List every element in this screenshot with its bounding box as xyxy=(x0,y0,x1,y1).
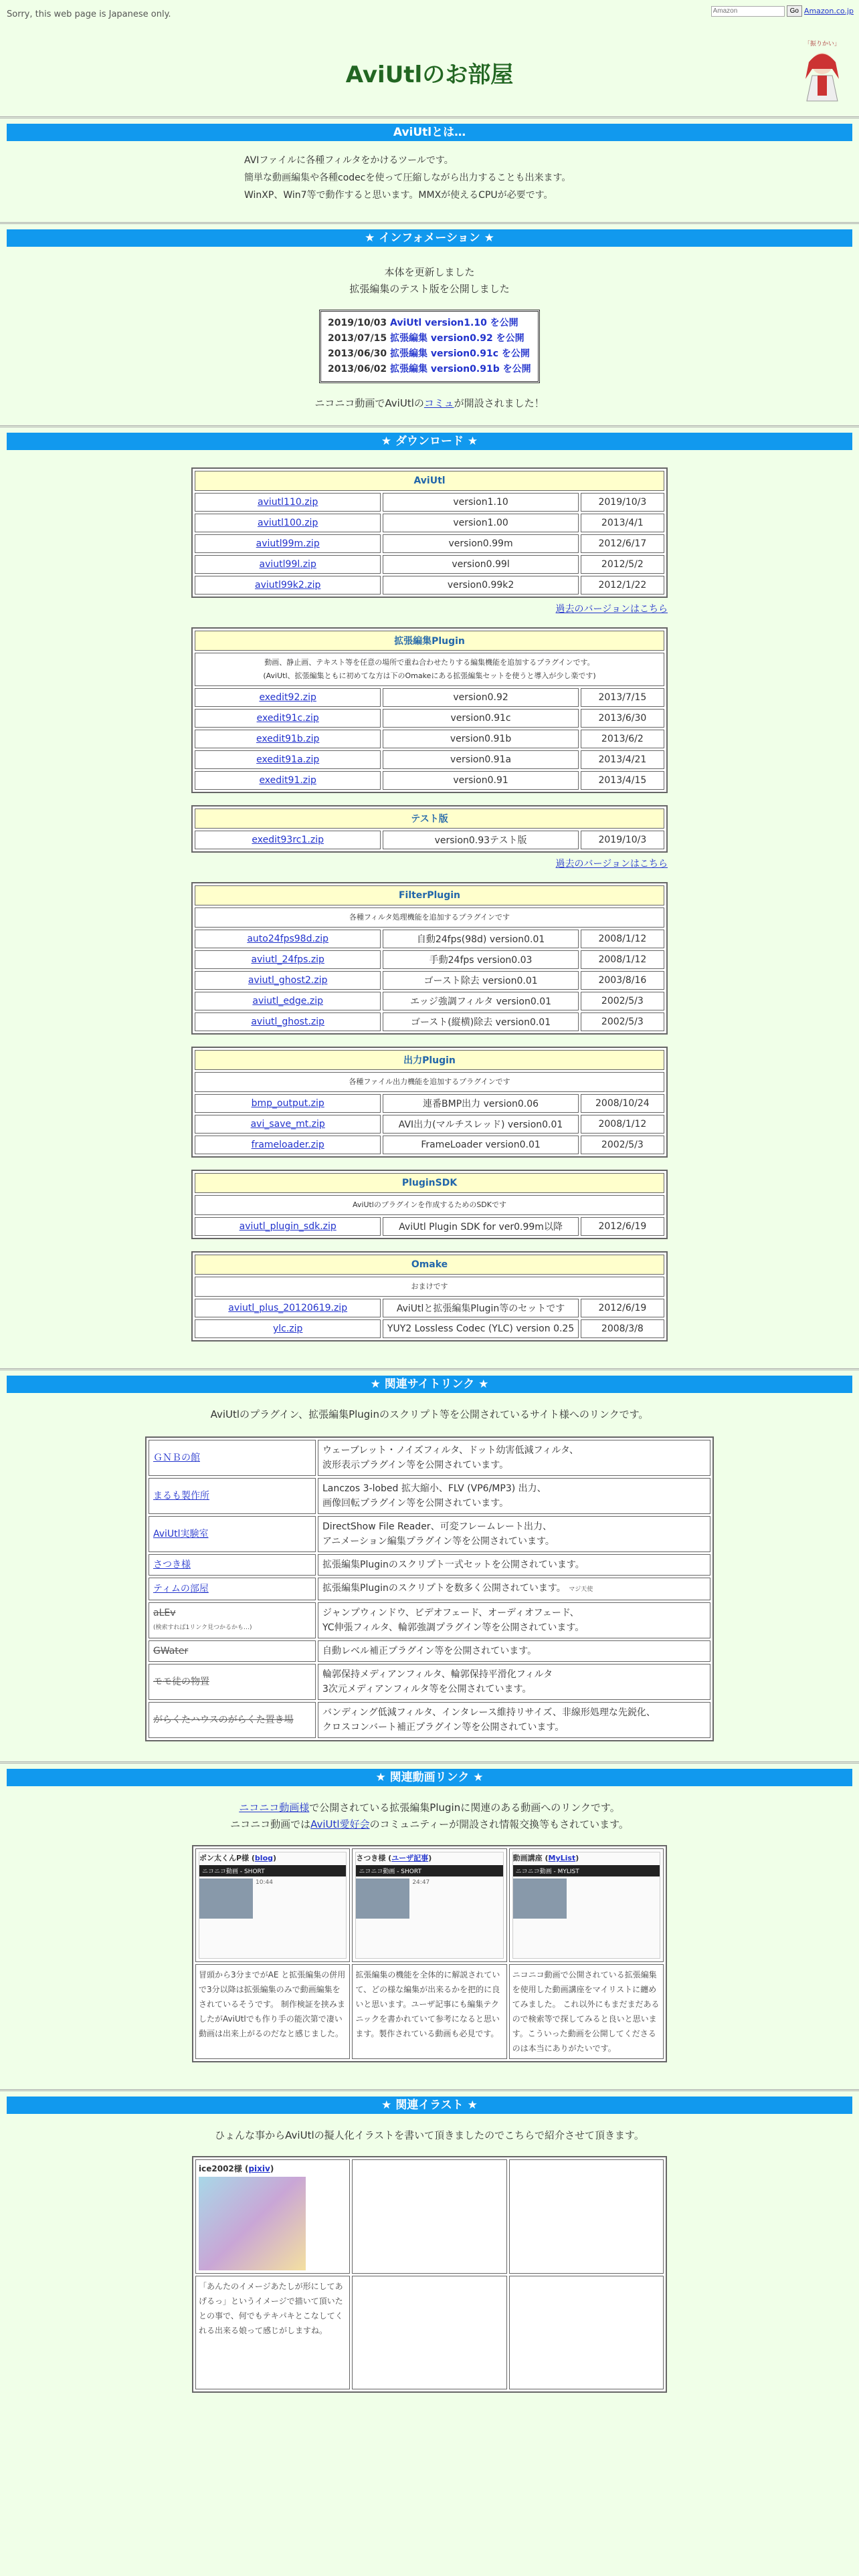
table-row: exedit93rc1.zip version0.93テスト版 2019/10/3 xyxy=(195,831,664,849)
download-link[interactable]: aviutl_edge.zip xyxy=(252,996,323,1006)
site-link[interactable]: ＧＮＢの館 xyxy=(153,1453,200,1463)
news-item: 2013/06/30 拡張編集 version0.91c を公開 xyxy=(328,348,530,359)
table-row: aviutl100.zip version1.00 2013/4/1 xyxy=(195,514,664,532)
table-row: bmp_output.zip 連番BMP出力 version0.06 2008/10/24 xyxy=(195,1094,664,1113)
download-link[interactable]: exedit91.zip xyxy=(259,775,316,786)
table-row: exedit91a.zip version0.91a 2013/4/21 xyxy=(195,750,664,769)
nico-community-link[interactable]: コミュ xyxy=(423,397,454,409)
table-row: aviutl_edge.zip エッジ強調フィルタ version0.01 2002/5/3 xyxy=(195,992,664,1010)
table-row: exedit91b.zip version0.91b 2013/6/2 xyxy=(195,730,664,748)
amazon-search xyxy=(711,5,854,17)
download-table-omake xyxy=(191,1251,668,1341)
download-link[interactable]: exedit91c.zip xyxy=(256,713,319,724)
nico-community-text: ニコニコ動画でAviUtlのコミュが開設されました！ xyxy=(314,397,545,409)
illust-image[interactable] xyxy=(199,2177,306,2270)
download-link[interactable]: aviutl99l.zip xyxy=(259,559,316,570)
site-link[interactable]: モモ徒の物置 xyxy=(153,1677,209,1687)
site-link[interactable]: AviUtl実験室 xyxy=(153,1529,209,1539)
table-row: aviutl110.zip version1.10 2019/10/3 xyxy=(195,493,664,512)
video-embed[interactable]: ポン太くんP様 (blog) ニコニコ動画 - SHORT 10:44 xyxy=(199,1852,347,1959)
download-link[interactable]: aviutl99m.zip xyxy=(256,538,320,549)
download-link[interactable]: aviutl99k2.zip xyxy=(254,580,321,591)
download-link[interactable]: aviutl100.zip xyxy=(258,518,318,528)
download-link[interactable]: exedit92.zip xyxy=(259,692,316,703)
table-row: aviutl_plugin_sdk.zip AviUtl Plugin SDK for ver0.99m以降 2012/6/19 xyxy=(195,1217,664,1236)
table-row: AviUtl実験室 DirectShow File Reader、可変フレームレート出力、 アニメーション編集プラグイン等を公開されています。 xyxy=(149,1516,710,1552)
illust-empty-cell xyxy=(352,2276,506,2389)
news-box xyxy=(319,310,540,383)
download-link[interactable]: aviutl_plus_20120619.zip xyxy=(228,1303,348,1313)
table-row: ylc.zip YUY2 Lossless Codec (YLC) version 0.25 2008/3/8 xyxy=(195,1319,664,1338)
download-link[interactable]: exedit91a.zip xyxy=(256,754,320,765)
table-row: がらくたハウスのがらくた置き場 バンディング低減フィルタ、インタレース維持リサイズ、非線形処理な先鋭化、 クロスコンバート補正プラグイン等を公開されています。 xyxy=(149,1702,710,1738)
download-table-title: Omake xyxy=(195,1255,664,1275)
about-text: AVIファイルに各種フィルタをかけるツールです。 簡単な動画編集や各種codecを使って圧縮しながら出力することも出来ます。 WinXP、Win7等で動作すると思います。MMXが使えるCPUが必要です。 xyxy=(244,155,571,201)
amazon-link[interactable]: Amazon.co.jp xyxy=(803,7,854,15)
download-link[interactable]: aviutl_ghost2.zip xyxy=(248,975,328,986)
section-about: AviUtlとは… xyxy=(7,124,852,141)
video-desc: ニコニコ動画で公開されている拡張編集を使用した動画講座をマイリストに纏めてみました。 これ以外にもまだまだあるので検索等で探してみると良いと思います。こういった動画を公開してくださるのは本当にありがたいです。 xyxy=(509,1964,664,2059)
table-row: exedit92.zip version0.92 2013/7/15 xyxy=(195,688,664,707)
news-item: 2013/07/15 拡張編集 version0.92 を公開 xyxy=(328,333,524,344)
download-table-test xyxy=(191,805,668,853)
illust-empty-cell xyxy=(509,2159,664,2274)
illust-empty-cell xyxy=(509,2276,664,2389)
download-link[interactable]: exedit91b.zip xyxy=(256,734,320,744)
download-table-filter xyxy=(191,882,668,1035)
illust-intro: ひょんな事からAviUtlの擬人化イラストを書いて頂きましたのでこちらで紹介させて頂きます。 xyxy=(215,2129,644,2141)
download-table-exedit xyxy=(191,627,668,793)
table-row: exedit91.zip version0.91 2013/4/15 xyxy=(195,771,664,790)
mascot-caption: 「振りかい」 xyxy=(803,41,840,47)
site-link[interactable]: GWater xyxy=(153,1646,189,1656)
download-link[interactable]: avi_save_mt.zip xyxy=(250,1119,325,1130)
table-row: avi_save_mt.zip AVI出力(マルチスレッド) version0.01 2008/1/12 xyxy=(195,1115,664,1134)
aviutl-club-link[interactable]: AviUtl愛好会 xyxy=(310,1818,370,1830)
site-link[interactable]: さつき様 xyxy=(153,1560,191,1570)
table-row: aviutl_ghost2.zip ゴースト除去 version0.01 2003/8/16 xyxy=(195,971,664,990)
top-bar xyxy=(0,0,859,29)
download-link[interactable]: bmp_output.zip xyxy=(251,1098,324,1109)
pixiv-link[interactable]: pixiv xyxy=(248,2164,270,2173)
download-table-output xyxy=(191,1047,668,1158)
download-table-desc: AviUtlのプラグインを作成するためのSDKです xyxy=(195,1195,664,1215)
site-link[interactable]: まるも製作所 xyxy=(153,1491,209,1501)
table-row: aLEv (検索すれば1リンク見つかるかも…) ジャンプウィンドウ、ビデオフェード、オーディオフェード、 YC伸張フィルタ、輪郭強調プラグイン等を公開されています。 xyxy=(149,1602,710,1638)
download-table-desc: 動画、静止画、テキスト等を任意の場所で重ね合わせたりする編集機能を追加するプラグインです。 (AviUtl、拡張編集ともに初めてな方は下のOmakeにある拡張編集セットを使うと導入が少し楽です) xyxy=(195,653,664,686)
table-row: モモ徒の物置 輪郭保持メディアンフィルタ、輪郭保持平滑化フィルタ 3次元メディアンフィルタ等を公開されています。 xyxy=(149,1664,710,1700)
download-table-sdk xyxy=(191,1170,668,1239)
news-item: 2013/06/02 拡張編集 version0.91b を公開 xyxy=(328,364,531,374)
links-intro: AviUtlのプラグイン、拡張編集Pluginのスクリプト等を公開されているサイト様へのリンクです。 xyxy=(210,1408,649,1420)
table-row: aviutl_plus_20120619.zip AviUtlと拡張編集Plugin等のセットです 2012/6/19 xyxy=(195,1299,664,1317)
video-embed[interactable]: 動画講座 (MyList) ニコニコ動画 - MYLIST xyxy=(512,1852,660,1959)
page-title: AviUtlのお部屋 xyxy=(345,62,514,88)
download-table-title: 出力Plugin xyxy=(195,1050,664,1070)
download-table-aviutl xyxy=(191,467,668,598)
table-row: exedit91c.zip version0.91c 2013/6/30 xyxy=(195,709,664,728)
section-download: ★ ダウンロード ★ xyxy=(7,433,852,450)
download-table-title: FilterPlugin xyxy=(195,885,664,905)
download-link[interactable]: exedit93rc1.zip xyxy=(252,835,324,845)
video-desc: 拡張編集の機能を全体的に解説されていて、どの様な編集が出来るかを把的に良いと思います。ユーザ記事にも編集テクニックを書かれていて参考になると思います。製作されている動画も必見です。 xyxy=(352,1964,506,2059)
notice-text: Sorry, this web page is Japanese only. xyxy=(7,9,171,19)
table-row: aviutl_24fps.zip 手動24fps version0.03 2008/1/12 xyxy=(195,950,664,969)
download-link[interactable]: auto24fps98d.zip xyxy=(247,934,329,944)
section-links: ★ 関連サイトリンク ★ xyxy=(7,1376,852,1393)
illust-empty-cell xyxy=(352,2159,506,2274)
download-link[interactable]: aviutl_plugin_sdk.zip xyxy=(239,1221,337,1232)
table-row: ティムの部屋 拡張編集Pluginのスクリプトを数多く公開されています。 マジ天使 xyxy=(149,1578,710,1600)
table-row: GWater 自動レベル補正プラグイン等を公開されています。 xyxy=(149,1640,710,1662)
info-text: 本体を更新しました 拡張編集のテスト版を公開しました xyxy=(349,266,510,295)
download-link[interactable]: aviutl_ghost.zip xyxy=(251,1016,325,1027)
download-table-desc: おまけです xyxy=(195,1277,664,1297)
download-table-title: テスト版 xyxy=(195,809,664,829)
videos-intro: ニコニコ動画様で公開されている拡張編集Pluginに関連のある動画へのリンクです。 ニコニコ動画ではAviUtl愛好会のコミュニティーが開設され情報交換等もされています。 xyxy=(230,1802,629,1830)
download-link[interactable]: frameloader.zip xyxy=(251,1140,324,1150)
illust-author: ice2002様 xyxy=(199,2164,242,2173)
table-row: frameloader.zip FrameLoader version0.01 2002/5/3 xyxy=(195,1136,664,1154)
video-desc: 冒頭から3分までがAE と拡張編集の併用で3分以降は拡張編集のみで動画編集をされているそうです。 制作検証を挟みましたがAviUtlでも作り手の能次第で凄い動画は出来上がるのだなと感じました。 xyxy=(195,1964,350,2059)
niconico-link[interactable]: ニコニコ動画様 xyxy=(239,1802,310,1814)
illust-cell: ice2002様 (pixiv) xyxy=(195,2159,350,2274)
videos-table xyxy=(192,1845,667,2062)
download-table-desc: 各種ファイル出力機能を追加するプラグインです xyxy=(195,1072,664,1092)
news-item: 2019/10/03 AviUtl version1.10 を公開 xyxy=(328,318,518,328)
older-versions-link[interactable]: 過去のバージョンはこちら xyxy=(555,859,668,869)
video-cell xyxy=(509,1848,664,1962)
table-row: aviutl99m.zip version0.99m 2012/6/17 xyxy=(195,534,664,553)
download-link[interactable]: ylc.zip xyxy=(272,1323,303,1334)
site-link[interactable]: がらくたハウスのがらくた置き場 xyxy=(153,1715,294,1725)
download-link[interactable]: aviutl110.zip xyxy=(258,497,318,508)
illust-table xyxy=(192,2156,667,2393)
table-row: aviutl99l.zip version0.99l 2012/5/2 xyxy=(195,555,664,574)
table-row: ＧＮＢの館 ウェーブレット・ノイズフィルタ、ドット幼害低減フィルタ、 波形表示プラグイン等を公開されています。 xyxy=(149,1440,710,1476)
illust-caption: 「あんたのイメージあたしが形にしてあげるっ」というイメージで描いて頂いたとの事で、何でもテキパキとこなしてくれる出来る娘って感じがしますね。 xyxy=(195,2276,350,2389)
download-table-title: PluginSDK xyxy=(195,1173,664,1193)
download-table-title: AviUtl xyxy=(195,471,664,491)
video-cell xyxy=(352,1848,506,1962)
table-row: auto24fps98d.zip 自動24fps(98d) version0.01 2008/1/12 xyxy=(195,930,664,948)
download-table-desc: 各種フィルタ処理機能を追加するプラグインです xyxy=(195,907,664,928)
links-table xyxy=(145,1436,714,1741)
table-row: aviutl99k2.zip version0.99k2 2012/1/22 xyxy=(195,576,664,595)
table-row: aviutl_ghost.zip ゴースト(縦横)除去 version0.01 2002/5/3 xyxy=(195,1012,664,1031)
amazon-search-input[interactable] xyxy=(711,6,785,17)
download-link[interactable]: aviutl_24fps.zip xyxy=(251,954,324,965)
video-cell xyxy=(195,1848,350,1962)
older-versions-link[interactable]: 過去のバージョンはこちら xyxy=(555,604,668,615)
section-videos: ★ 関連動画リンク ★ xyxy=(7,1769,852,1786)
amazon-go-button[interactable]: Go xyxy=(787,5,802,17)
download-table-title: 拡張編集Plugin xyxy=(195,631,664,651)
section-illust: ★ 関連イラスト ★ xyxy=(7,2097,852,2114)
section-info: ★ インフォメーション ★ xyxy=(7,229,852,247)
table-row: まるも製作所 Lanczos 3-lobed 拡大縮小、FLV (VP6/MP3) 出力、 画像回転プラグイン等を公開されています。 xyxy=(149,1478,710,1514)
site-link[interactable]: ティムの部屋 xyxy=(153,1584,209,1594)
mascot-image xyxy=(799,39,846,106)
site-link[interactable]: aLEv xyxy=(153,1608,176,1618)
video-embed[interactable]: さつき様 (ユーザ記事) ニコニコ動画 - SHORT 24:47 xyxy=(355,1852,503,1959)
table-row: さつき様 拡張編集Pluginのスクリプト一式セットを公開されています。 xyxy=(149,1554,710,1576)
